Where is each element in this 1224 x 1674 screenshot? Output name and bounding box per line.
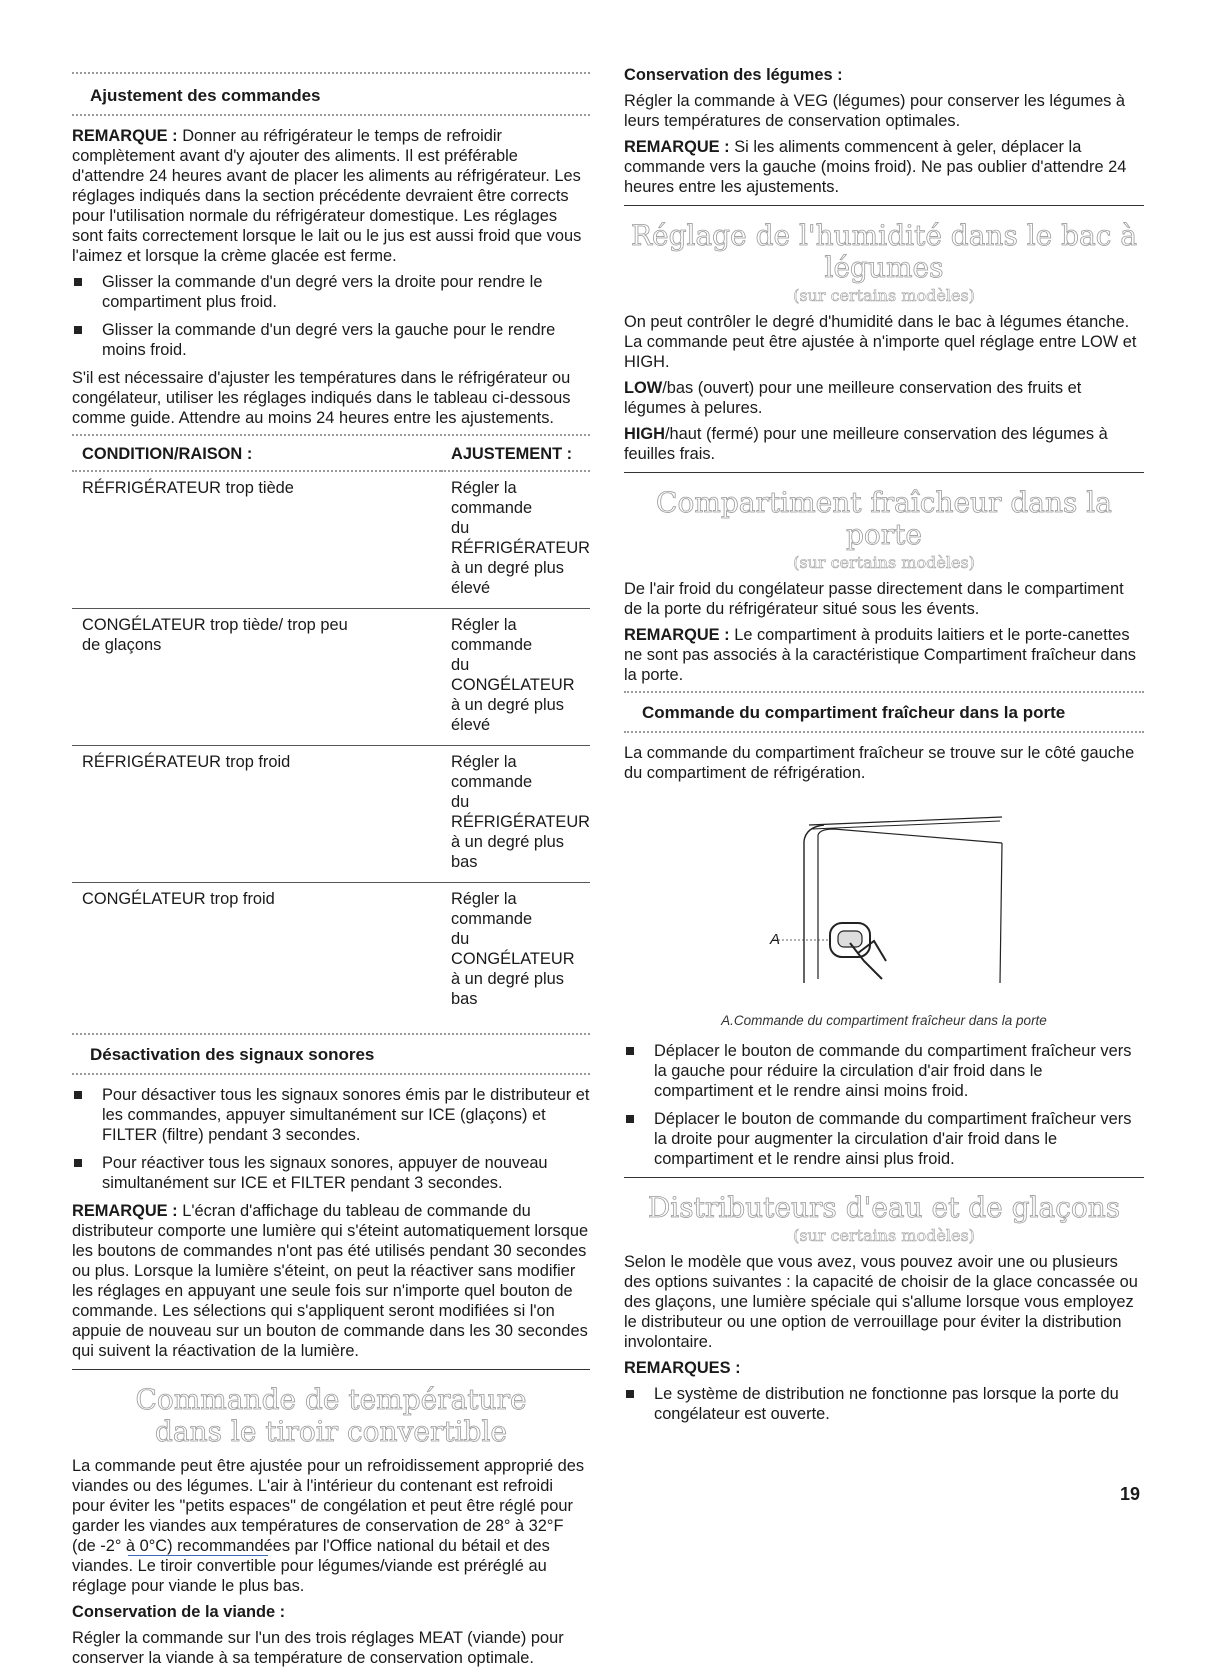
table-header-row [72,438,590,471]
ajustement-paragraph: S'il est nécessaire d'ajuster les températures dans le réfrigérateur ou congélateur, utiliser les réglages indiqués dans le tableau ci-dessous comme guide. Attendre au moins 24 heures entre les ajustements. [72,369,571,427]
list-item: Glisser la commande d'un degré vers la gauche pour le rendre moins froid. [72,320,590,360]
remarque-text: Donner au réfrigérateur le temps de refroidir complètement avant d'y ajouter des aliments. Il est préférable d'attendre 24 heures avant de placer les aliments au réfrigérateur. Les réglages indiqués dans la section précédente devraient être corrects pour l'utilisation normale du réfrigérateur domestique. Les réglages sont faits correctement lorsque le lait ou le jus est aussi froid que vous l'aimez et lorsque la crème glacée est ferme. [72,127,582,265]
table-row [72,746,590,883]
table-header-condition: CONDITION/RAISON : [72,438,441,471]
table-cell-condition: CONGÉLATEUR trop froid [82,890,275,908]
humidite-low [624,378,1144,418]
table-row [72,609,590,746]
remarque-label: REMARQUE : [72,1202,178,1220]
ajustement-remarque [72,126,590,266]
figure-caption: A.Commande du compartiment fraîcheur dans la porte [721,1013,1047,1028]
remarques-label: REMARQUES : [624,1359,741,1377]
section-rule [72,1369,590,1370]
adjust-line: à un degré plus élevé [450,696,564,734]
fraicheur-section-subtitle: (sur certains modèles) [793,553,975,572]
desactivation-bullets [72,1085,590,1193]
adjust-line: à un degré plus élevé [450,559,564,597]
humidite-section-title: Réglage de l'humidité dans le bac à légumes [630,219,1138,284]
high-text: /haut (fermé) pour une meilleure conservation des légumes à feuilles frais. [624,425,1108,463]
dotted-rule [72,1073,590,1075]
legumes-text: Régler la commande à VEG (légumes) pour conserver les légumes à leurs températures de conservation optimales. [624,92,1126,130]
remarques-heading [624,1358,1144,1378]
adjust-line: du CONGÉLATEUR [450,656,575,694]
adjust-line: du RÉFRIGÉRATEUR [450,519,591,557]
page-number: 19 [1119,1484,1140,1504]
desactivation-heading-box [72,1033,590,1075]
list-item: Glisser la commande d'un degré vers la droite pour rendre le compartiment plus froid. [72,272,590,312]
adjust-line: Régler la commande [450,890,533,928]
humidite-section-subtitle: (sur certains modèles) [793,286,975,305]
fraicheur-section-title: Compartiment fraîcheur dans la porte [656,486,1112,551]
left-column [72,62,590,1674]
adjustment-table [72,438,590,1019]
dotted-rule [72,114,590,116]
adjust-line: du CONGÉLATEUR [450,930,575,968]
low-text: /bas (ouvert) pour une meilleure conservation des fruits et légumes à pelures. [624,379,1082,417]
table-cell-adjustment [441,471,590,609]
distributeurs-paragraph: Selon le modèle que vous avez, vous pouvez avoir une ou plusieurs des options suivantes : la capacité de choisir de la glace concassée ou des glaçons, une lumière spéciale qui s'allume lorsque vous employez le distributeur ou une option de verrouillage pour éviter la distribution involontaire. [624,1253,1138,1351]
fraicheur-control-text: La commande du compartiment fraîcheur se trouve sur le côté gauche du compartiment de réfrigération. [624,744,1135,782]
tiroir-paragraph: La commande peut être ajustée pour un refroidissement approprié des viandes ou des légumes. L'air à l'intérieur du contenant est refroidi pour éviter les "petits espaces" de congélation et peut être réglé pour garder les viandes aux températures de conservation de 28° à 32°F (de -2° à 0°C) recommandées par l'Office national du bétail et des viandes. Le tiroir convertible pour légumes/viande est préréglé au réglage pour viande le plus bas. [72,1457,585,1595]
distributeurs-section-title: Distributeurs d'eau et de glaçons [647,1191,1121,1224]
low-label: LOW [624,379,663,397]
section-rule [624,472,1144,473]
high-label: HIGH [624,425,665,443]
table-row [72,471,590,609]
section-rule [624,205,1144,206]
viande-heading-text: Conservation de la viande : [72,1603,286,1621]
viande-text: Régler la commande sur l'un des trois réglages MEAT (viande) pour conserver la viande à sa température de conservation optimale. [72,1629,564,1667]
table-cell-adjustment [441,609,590,746]
humidite-paragraph: On peut contrôler le degré d'humidité dans le bac à légumes étanche. La commande peut être ajustée à n'importe quel réglage entre LOW et HIGH. [624,313,1137,371]
humidite-high [624,424,1144,464]
ajustement-heading-box [72,72,590,116]
fraicheur-remarque [624,625,1144,685]
table-cell-adjustment [441,746,590,883]
list-item: Pour désactiver tous les signaux sonores émis par le distributeur et les commandes, appuyer simultanément sur ICE (glaçons) et FILTER (filtre) pendant 3 secondes. [72,1085,590,1145]
table-header-adjustment: AJUSTEMENT : [441,438,590,471]
fraicheur-control-heading: Commande du compartiment fraîcheur dans la porte [642,703,1066,722]
list-item: Déplacer le bouton de commande du compartiment fraîcheur vers la gauche pour réduire la circulation d'air froid dans le compartiment et le rendre ainsi moins froid. [624,1041,1144,1101]
dotted-rule [624,731,1144,733]
list-item: Le système de distribution ne fonctionne pas lorsque la porte du congélateur est ouverte. [624,1384,1144,1424]
legumes-remarque [624,137,1144,197]
legumes-heading [624,65,1144,85]
remarque-label: REMARQUE : [624,138,730,156]
legumes-heading-text: Conservation des légumes : [624,66,843,84]
table-cell-condition: CONGÉLATEUR trop tiède/ trop peu de glaçons [72,609,441,746]
adjust-line: Régler la commande [450,479,533,517]
dotted-rule [72,434,590,436]
footer-underline [128,1555,268,1556]
tiroir-section-title: Commande de température dans le tiroir convertible [135,1383,527,1448]
table-row [72,883,590,1020]
fraicheur-bullets [624,1041,1144,1169]
adjust-line: à un degré plus bas [450,833,564,871]
fraicheur-figure [624,793,1144,1003]
adjust-line: Régler la commande [450,616,533,654]
remarque-text: Le compartiment à produits laitiers et le porte-canettes ne sont pas associés à la caractéristique Compartiment fraîcheur dans la porte. [624,626,1137,684]
list-item: Déplacer le bouton de commande du compartiment fraîcheur vers la droite pour augmenter la circulation d'air froid dans le compartiment et le rendre ainsi plus froid. [624,1109,1144,1169]
right-column [624,62,1144,1432]
fridge-control-illustration [624,793,1144,1003]
section-rule [624,1177,1144,1178]
remarque-text: L'écran d'affichage du tableau de commande du distributeur comporte une lumière qui s'éteint automatiquement lorsque les boutons de commandes n'ont pas été utilisés pendant 30 secondes ou plus. Lorsque la lumière s'éteint, on peut la réactiver sans modifier les réglages en appuyant une seule fois sur n'importe quel bouton de commande. Les sélections qui s'appliquent seront modifiées si l'on appuie de nouveau sur un bouton de commande dans les 30 secondes qui suivent la réactivation de la lumière. [72,1202,589,1360]
distributeurs-section-subtitle: (sur certains modèles) [793,1226,975,1245]
list-item: Pour réactiver tous les signaux sonores, appuyer de nouveau simultanément sur ICE et FILTER pendant 3 secondes. [72,1153,590,1193]
remarque-text: Si les aliments commencent à geler, déplacer la commande vers la gauche (moins froid). Ne pas oublier d'attendre 24 heures entre les ajustements. [624,138,1127,196]
remarque-label: REMARQUE : [72,127,178,145]
ajustement-bullets [72,272,590,360]
table-cell-condition: RÉFRIGÉRATEUR trop froid [72,746,441,883]
remarque-label: REMARQUE : [624,626,730,644]
fraicheur-control-heading-box [624,691,1144,733]
figure-label-a: A [770,931,781,948]
desactivation-heading: Désactivation des signaux sonores [90,1045,375,1064]
viande-heading [72,1602,590,1622]
adjust-line: du RÉFRIGÉRATEUR [450,793,591,831]
desactivation-remarque [72,1201,590,1361]
fraicheur-paragraph: De l'air froid du congélateur passe directement dans le compartiment de la porte du réfrigérateur situé sous les évents. [624,580,1124,618]
distributeurs-bullets [624,1384,1144,1424]
adjust-line: Régler la commande [450,753,533,791]
adjust-line: à un degré plus bas [450,970,564,1008]
table-cell-condition: RÉFRIGÉRATEUR trop tiède [72,471,441,609]
ajustement-heading: Ajustement des commandes [90,86,321,105]
table-cell-adjustment [441,883,590,1020]
